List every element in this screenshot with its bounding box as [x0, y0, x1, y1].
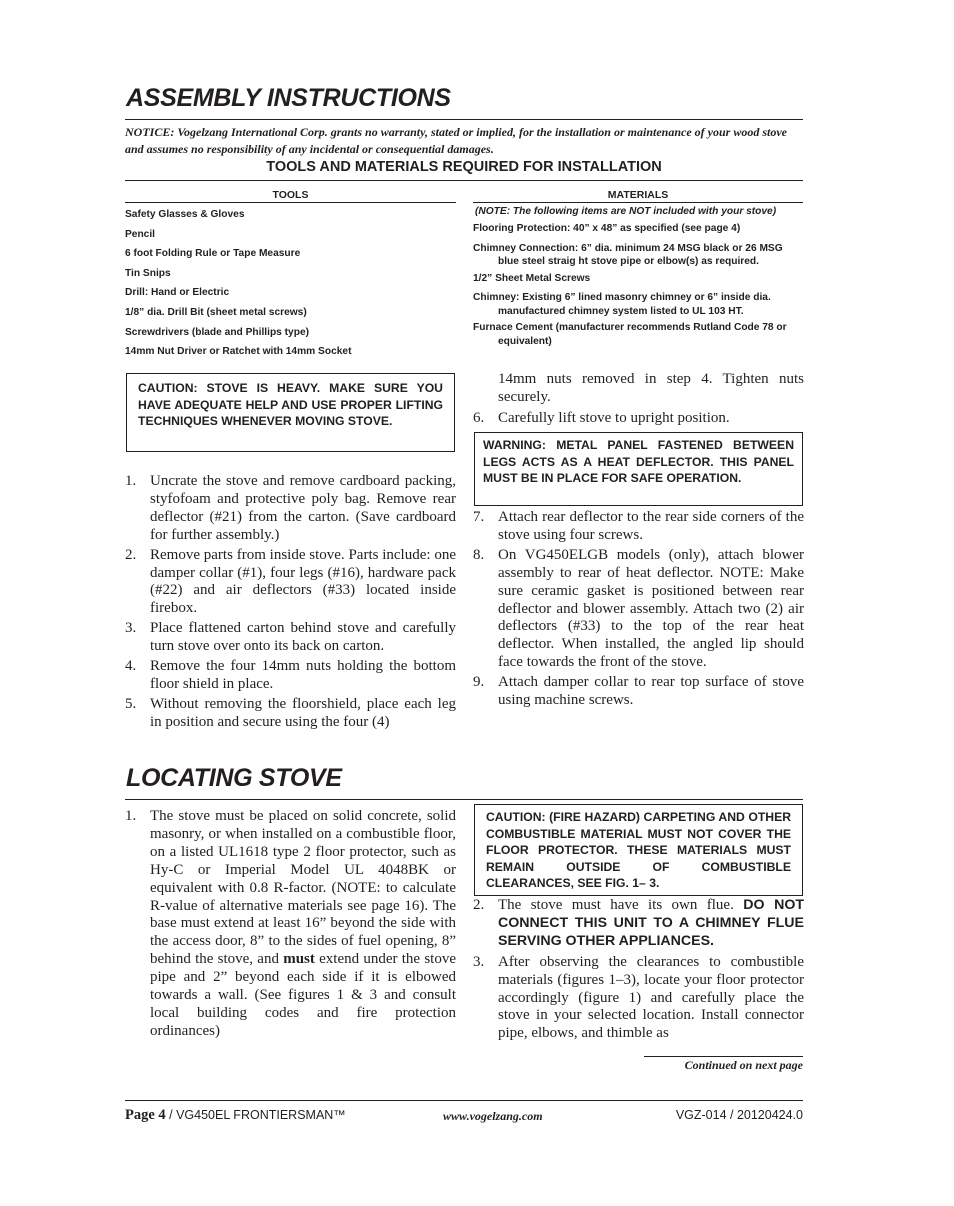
page-title: ASSEMBLY INSTRUCTIONS: [126, 84, 451, 112]
materials-heading: MATERIALS: [607, 189, 669, 201]
tools-heading-rule: [125, 202, 456, 203]
tool-item: Drill: Hand or Electric: [125, 287, 230, 299]
warranty-notice: NOTICE: Vogelzang International Corp. grants no warranty, stated or implied, for the installation or maintenance of your wood stove and assumes no responsibility of any incidental or consequential damages.: [125, 125, 787, 156]
list-item: 1. The stove must be placed on solid concrete, solid masonry, or when installed on a combustible floor, on a listed UL1618 type 2 floor protector, such as Hy-C or Imperial Model UL 4048BK or equivalent with 0.8 R-factor. (NOTE: to calculate R-value of alternative materials see page 16). The base must extend at least 16” beyond the side with the access door, 8” to the sides of fuel opening, 8” behind the stove, and must extend under the stove pipe and 2” beyond each side if it is elbowed towards a wall. (See figures 1 & 3 and consult local building codes and fire protection ordinances): [125, 808, 457, 1039]
materials-heading-rule: [473, 202, 803, 203]
list-item: 2. Remove parts from inside stove. Parts include: one damper collar (#1), four legs (#16), hardware pack (#22) and air deflectors (#33) located inside firebox.: [125, 546, 456, 617]
page-number: Page 4: [125, 1107, 166, 1123]
material-item: Chimney Connection: 6” dia. minimum 24 MSG black or 26 MSG blue steel straig ht stove pipe or elbow(s) as required.: [473, 242, 783, 267]
footer-page-info: [125, 1106, 346, 1124]
material-item: Flooring Protection: 40” x 48” as specified (see page 4): [473, 223, 741, 234]
title-rule: [125, 119, 803, 120]
locating-step1: [125, 808, 456, 1043]
material-item: Furnace Cement (manufacturer recommends Rutland Code 78 or equivalent): [473, 322, 787, 347]
fire-caution-text: CAUTION: (FIRE HAZARD) CARPETING AND OTHER COMBUSTIBLE MATERIAL MUST NOT COVER THE FLOOR PROTECTOR. THESE MATERIALS MUST REMAIN OUTSIDE OF COMBUSTIBLE CLEARANCES, SEE FIG. 1– 3.: [486, 810, 791, 891]
model-name: / VG450EL FRONTIERSMAN™: [165, 1108, 346, 1122]
materials-list: [473, 222, 805, 352]
tool-item: 6 foot Folding Rule or Tape Measure: [125, 248, 301, 260]
list-item: 2. The stove must have its own flue. DO NOT CONNECT THIS UNIT TO A CHIMNEY FLUE SERVING OTHER APPLIANCES.: [473, 897, 805, 949]
tools-list: [125, 208, 456, 365]
continued-rule: [644, 1056, 803, 1057]
list-item: 5. Without removing the floorshield, place each leg in position and secure using the four (4): [125, 695, 456, 730]
list-item: 3. Place flattened carton behind stove and carefully turn stove over onto its back on carton.: [125, 620, 456, 655]
fire-caution-box: [474, 804, 803, 896]
tools-materials-heading: TOOLS AND MATERIALS REQUIRED FOR INSTALLATION: [266, 159, 662, 175]
locating-steps-right: [473, 897, 804, 1045]
material-item: 1/2” Sheet Metal Screws: [473, 272, 591, 284]
materials-note: (NOTE: The following items are NOT included with your stove): [475, 206, 777, 217]
assembly-step6: [473, 410, 804, 430]
footer-url: www.vogelzang.com: [443, 1109, 543, 1123]
assembly-steps-right: [473, 509, 804, 712]
list-item: 1. Uncrate the stove and remove cardboard packing, styfofoam and protective poly bag. Remove rear deflector (#21) from the carton. (Save cardboard for further assembly.): [125, 473, 456, 543]
footer-rule: [125, 1100, 803, 1101]
list-item: 3. After observing the clearances to combustible materials (figures 1–3), locate your floor protector accordingly (figure 1) and carefully place the stove in your selected location. Install connector pipe, elbows, and thimble as: [473, 953, 804, 1042]
tool-item: Pencil: [125, 228, 156, 240]
tools-heading: TOOLS: [272, 189, 309, 201]
assembly-steps-left: [125, 473, 456, 734]
document-code: VGZ-014 / 20120424.0: [675, 1108, 803, 1122]
continued-note: Continued on next page: [684, 1058, 803, 1072]
tool-item: 1/8” dia. Drill Bit (sheet metal screws): [125, 306, 307, 318]
tool-item: Screwdrivers (blade and Phillips type): [125, 326, 309, 338]
list-item: 8. On VG450ELGB models (only), attach blower assembly to rear of heat deflector. NOTE: Make sure ceramic gasket is positioned between rear deflector and blower assembly. Attach two (2) air deflectors (#33) to the top of the rear heat deflector. When installed, the angled lip should face towards the front of the stove.: [473, 546, 804, 671]
section-title: LOCATING STOVE: [126, 764, 342, 792]
list-item: 7. Attach rear deflector to the rear side corners of the stove using four screws.: [473, 509, 804, 543]
locating-rule: [125, 799, 803, 800]
list-item: 6. Carefully lift stove to upright position.: [473, 410, 730, 426]
caution-box: [126, 373, 455, 452]
tool-item: 14mm Nut Driver or Ratchet with 14mm Socket: [125, 346, 352, 358]
section-rule: [125, 180, 803, 181]
tool-item: Safety Glasses & Gloves: [125, 209, 245, 220]
warning-text: WARNING: METAL PANEL FASTENED BETWEEN LEGS ACTS AS A HEAT DEFLECTOR. THIS PANEL MUST BE IN PLACE FOR SAFE OPERATION.: [483, 438, 794, 485]
list-item: 9. Attach damper collar to rear top surface of stove using machine screws.: [473, 674, 804, 709]
tool-item: Tin Snips: [125, 267, 171, 279]
material-item: Chimney: Existing 6” lined masonry chimney or 6” inside dia. manufactured chimney system listed to UL 103 HT.: [473, 292, 771, 317]
step5-continued: 14mm nuts removed in step 4. Tighten nuts securely.: [498, 371, 804, 405]
list-item: 4. Remove the four 14mm nuts holding the bottom floor shield in place.: [125, 658, 456, 692]
warning-box: [474, 432, 803, 506]
caution-text: CAUTION: STOVE IS HEAVY. MAKE SURE YOU HAVE ADEQUATE HELP AND USE PROPER LIFTING TECHNIQUES WHENEVER MOVING STOVE.: [138, 381, 443, 428]
